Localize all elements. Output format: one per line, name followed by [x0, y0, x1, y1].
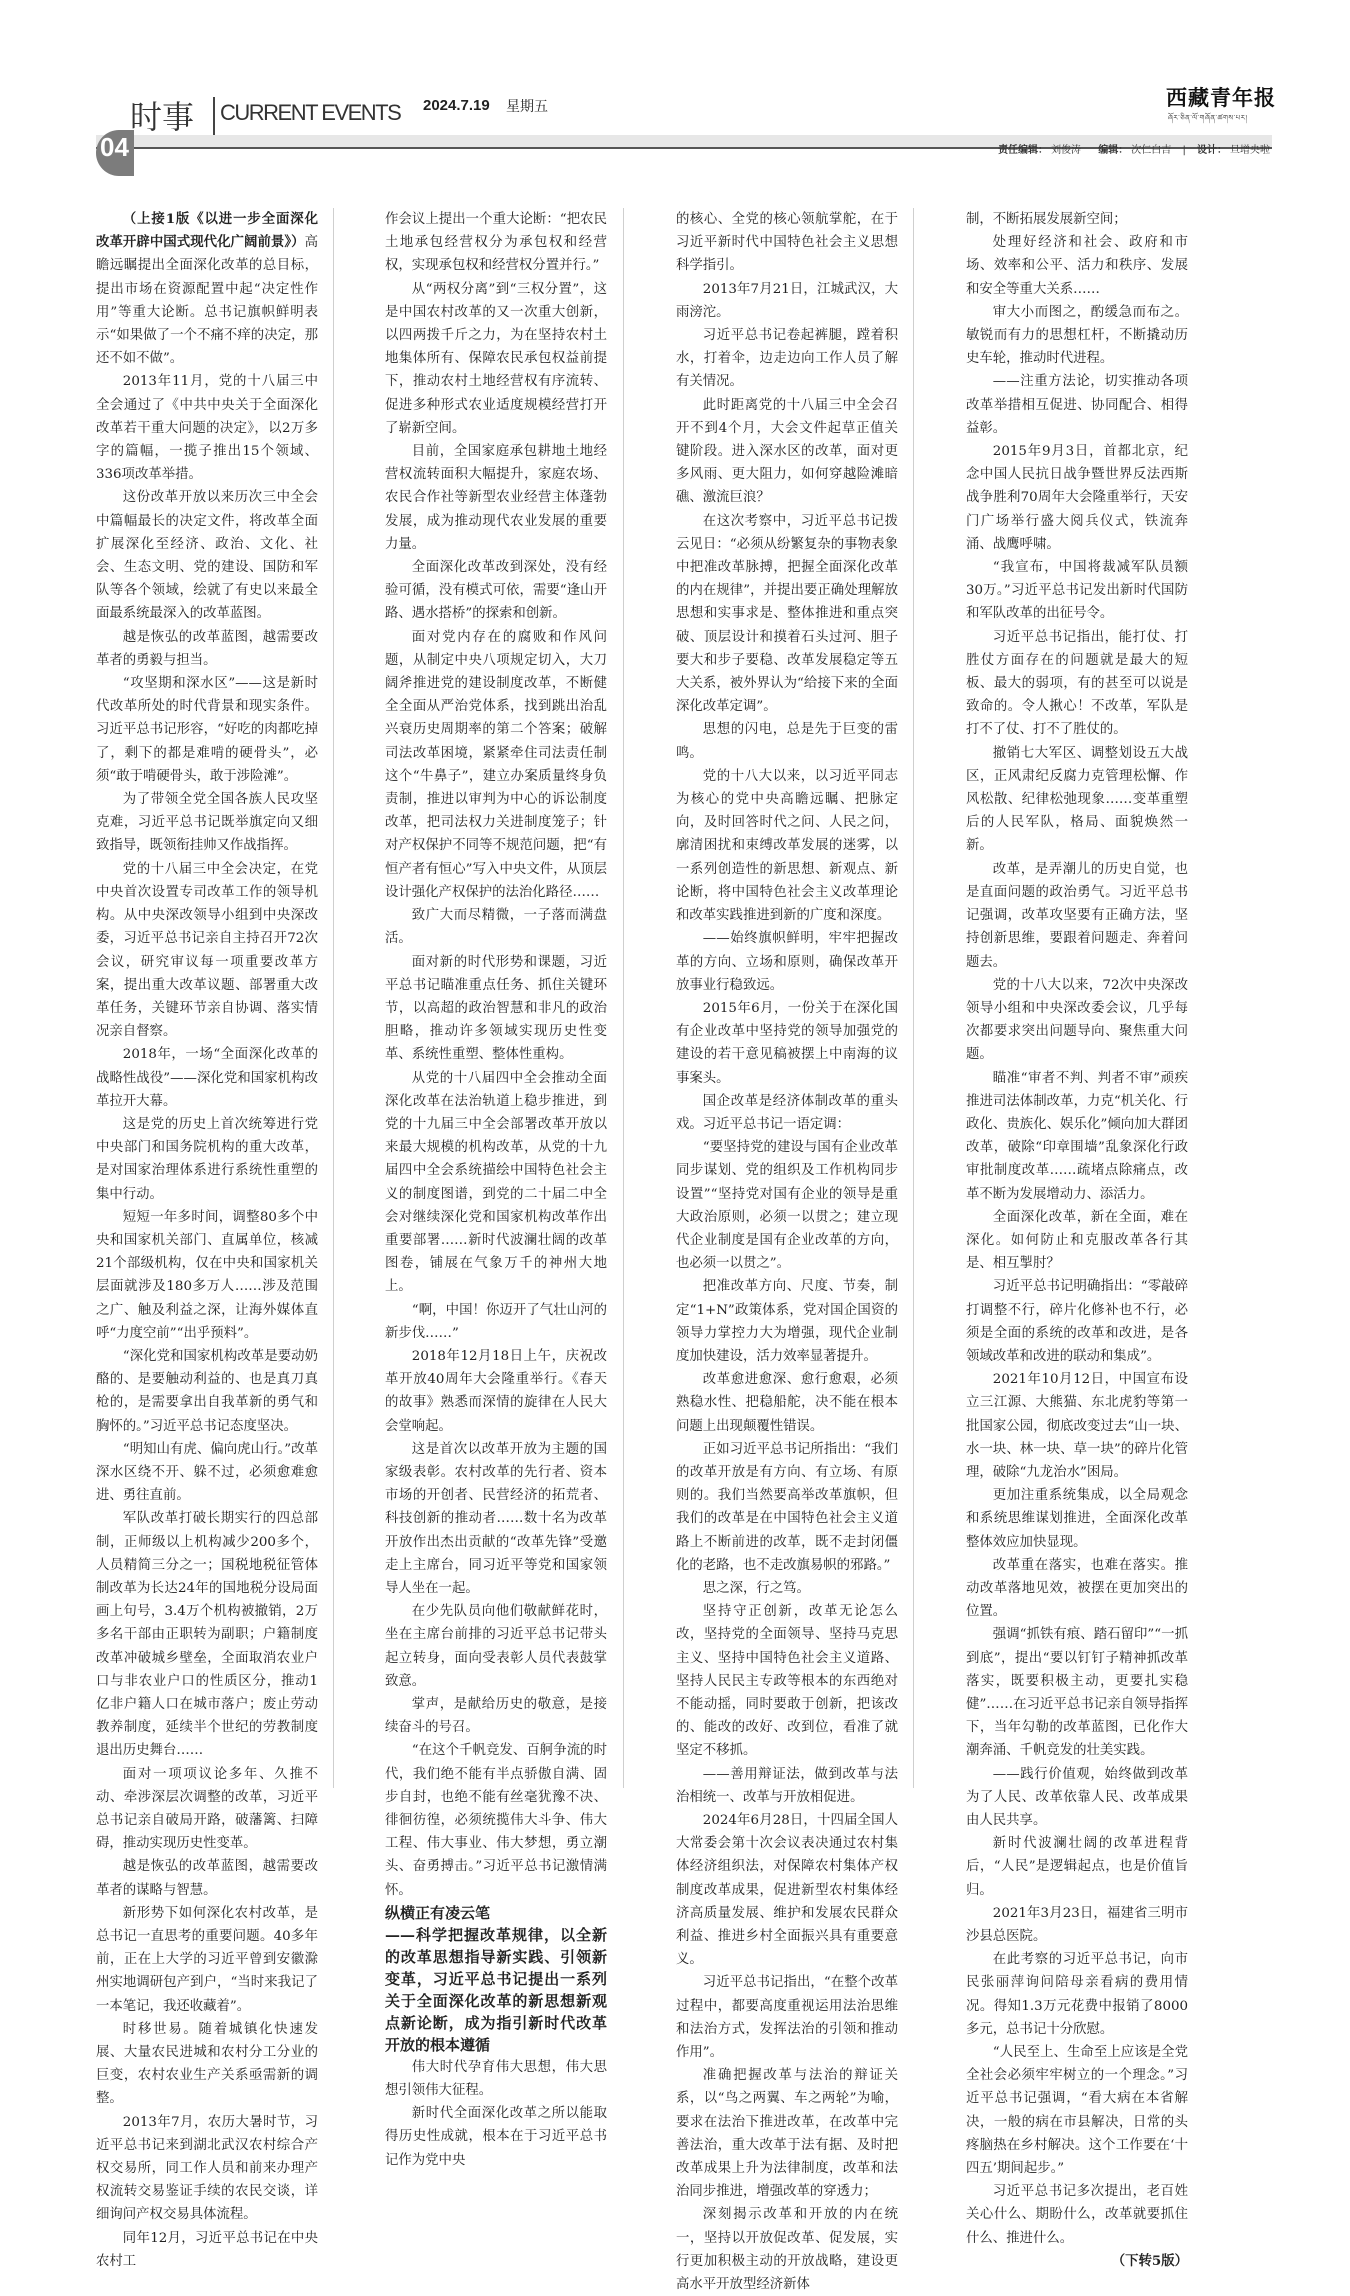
issue-weekday: 星期五 — [506, 99, 548, 115]
paragraph: 全面深化改革，新在全面，难在深化。如何防止和克服改革各行其是、相互掣肘？ — [966, 1209, 1188, 1272]
section-title: 时事 — [130, 98, 195, 136]
article-column-1 — [96, 208, 318, 2273]
paragraph: 此时距离党的十八届三中全会召开不到4个月，大会文件起草正值关键阶段。进入深水区的改革，面对更多风雨、更大阻力，如何穿越险滩暗礁、激流巨浪？ — [676, 397, 898, 506]
paragraph: 时移世易。随着城镇化快速发展、大量农民进城和农村分工分业的巨变，农村农业生产关系亟需新的调整。 — [96, 2021, 318, 2107]
paragraph: 同年12月，习近平总书记在中央农村工 — [96, 2230, 318, 2269]
paragraph: 瞄准“审者不判、判者不审”顽疾推进司法体制改革，力克“机关化、行政化、贵族化、娱乐化”倾向加大群团改革，破除“印章围墙”乱象深化行政审批制度改革……疏堵点除痛点，改革不断为发展增动力、添活力。 — [966, 1070, 1188, 1202]
paragraph: 2018年12月18日上午，庆祝改革开放40周年大会隆重举行。《春天的故事》熟悉而深情的旋律在人民大会堂响起。 — [385, 1348, 607, 1434]
designer-label: 设计： — [1197, 145, 1227, 156]
continued-from-label: （上接1版《以进一步全面深化改革开辟中国式现代化广阔前景》） — [96, 211, 318, 251]
paragraph: 习近平总书记指出，能打仗、打胜仗方面存在的问题就是最大的短板、最大的弱项，有的甚至可以说是致命的。令人揪心！不改革，军队是打不了仗、打不了胜仗的。 — [966, 629, 1188, 738]
paragraph: 在此考察的习近平总书记，向市民张丽萍询问陪母亲看病的费用情况。得知1.3万元花费中报销了8000多元，总书记十分欣慰。 — [966, 1952, 1188, 2037]
editor-label: 责任编辑： — [998, 145, 1049, 156]
paragraph: 作会议上提出一个重大论断：“把农民土地承包经营权分为承包权和经营权，实现承包权和经营权分置并行。” — [385, 212, 607, 274]
paragraph: 制，不断拓展发展新空间； — [966, 212, 1127, 227]
masthead-tibetan: ཞོར་ཅིན་ལོ་གཞོན་ཚགས་པར། — [1168, 114, 1248, 122]
paragraph: “深化党和国家机构改革是要动奶酪的、是要触动利益的、也是真刀真枪的，是需要拿出自我革新的勇气和胸怀的。”习近平总书记态度坚决。 — [96, 1348, 318, 1434]
paragraph: 准确把握改革与法治的辩证关系，以“鸟之两翼、车之两轮”为喻，要求在法治下推进改革，在改革中完善法治，重大改革于法有据、及时把改革成果上升为法律制度，改革和法治同步推进，增强改革的穿透力； — [676, 2068, 898, 2200]
paragraph: 习近平总书记指出，“在整个改革过程中，都要高度重视运用法治思维和法治方式，发挥法治的引领和推动作用”。 — [676, 1975, 898, 2061]
section-title-en: CURRENT EVENTS — [220, 100, 401, 125]
masthead: 西藏青年报 — [1166, 85, 1276, 110]
paragraph: 面对一项项议论多年、久推不动、牵涉深层次调整的改革，习近平总书记亲自破局开路，破藩篱、扫障碍，推动实现历史性变革。 — [96, 1766, 318, 1852]
paragraph: 在这次考察中，习近平总书记拨云见日：“必须从纷繁复杂的事物表象中把准改革脉搏，把握全面深化改革的内在规律”，并提出要正确处理解放思想和实事求是、整体推进和重点突破、顶层设计和摸着石头过河、胆子要大和步子要稳、改革发展稳定等五大关系，被外界认为“给接下来的全面深化改革定调”。 — [676, 513, 898, 715]
paragraph: “攻坚期和深水区”——这是新时代改革所处的时代背景和现实条件。习近平总书记形容，“好吃的肉都吃掉了，剩下的都是难啃的硬骨头”，必须“敢于啃硬骨头，敢于涉险滩”。 — [96, 676, 318, 784]
paragraph: 正如习近平总书记所指出：“我们的改革开放是有方向、有立场、有原则的。我们当然要高举改革旗帜，但我们的改革是在中国特色社会主义道路上不断前进的改革，既不走封闭僵化的老路，也不走改旗易帜的邪路。” — [676, 1441, 898, 1573]
paragraph: ——善用辩证法，做到改革与法治相统一、改革与开放相促进。 — [676, 1766, 898, 1805]
paragraph: 掌声，是献给历史的敬意，是接续奋斗的号召。 — [385, 1697, 607, 1736]
paragraph: “在这个千帆竞发、百舸争流的时代，我们绝不能有半点骄傲自满、固步自封，也绝不能有丝毫犹豫不决、徘徊彷徨，必须统揽伟大斗争、伟大工程、伟大事业、伟大梦想，勇立潮头、奋勇搏击。”习近平总书记激情满怀。 — [385, 1743, 607, 1898]
paragraph: 新时代全面深化改革之所以能取得历史性成就，根本在于习近平总书记作为党中央 — [385, 2106, 607, 2168]
continued-on-label: （下转5版） — [1111, 2252, 1188, 2269]
paragraph: 2013年7月，农历大暑时节，习近平总书记来到湖北武汉农村综合产权交易所，同工作人员和前来办理产权流转交易鉴证手续的农民交谈，详细询问产权交易具体流程。 — [96, 2114, 318, 2223]
column-rule — [913, 208, 914, 1788]
article-column-3 — [676, 208, 898, 2296]
section-divider — [213, 97, 215, 135]
paragraph: “要坚持党的建设与国有企业改革同步谋划、党的组织及工作机构同步设置”“坚持党对国有企业的领导是重大政治原则，必须一以贯之；建立现代企业制度是国有企业改革的方向，也必须一以贯之”。 — [676, 1140, 898, 1272]
paragraph: 在少先队员向他们敬献鲜花时，坐在主席台前排的习近平总书记带头起立转身，面向受表彰人员代表鼓掌致意。 — [385, 1604, 607, 1689]
paragraph: 2021年3月23日，福建省三明市沙县总医院。 — [966, 1905, 1188, 1945]
paragraph: 这是首次以改革开放为主题的国家级表彰。农村改革的先行者、资本市场的开创者、民营经济的拓荒者、科技创新的推动者……数十名为改革开放作出杰出贡献的“改革先锋”受邀走上主席台，同习近平等党和国家领导人坐在一起。 — [385, 1441, 607, 1596]
paragraph: 强调“抓铁有痕、踏石留印”“一抓到底”，提出“要以钉钉子精神抓改革落实，既要积极主动，更要扎实稳健”……在习近平总书记亲自领导指挥下，当年勾勒的改革蓝图，已化作大潮奔涌、千帆竞发的壮美实践。 — [966, 1627, 1188, 1759]
paragraph: 2015年6月，一份关于在深化国有企业改革中坚持党的领导加强党的建设的若干意见稿被摆上中南海的议事案头。 — [676, 1000, 898, 1086]
paragraph: 习近平总书记卷起裤腿，蹚着积水，打着伞，边走边向工作人员了解有关情况。 — [676, 328, 898, 390]
paragraph: 这份改革开放以来历次三中全会中篇幅最长的决定文件，将改革全面扩展深化至经济、政治、文化、社会、生态文明、党的建设、国防和军队等各个领域，绘就了有史以来最全面最系统最深入的改革蓝图。 — [96, 490, 318, 622]
section-subtitle: 纵横正有凌云笔 — [385, 1903, 491, 1922]
paragraph: 坚持守正创新，改革无论怎么改，坚持党的全面领导、坚持马克思主义、坚持中国特色社会主义道路、坚持人民民主专政等根本的东西绝对不能动摇，同时要敢于创新，把该改的、能改的改好、改到位，看准了就坚定不移抓。 — [676, 1604, 898, 1759]
paragraph — [96, 208, 318, 370]
paragraph: 2013年11月，党的十八届三中全会通过了《中共中央关于全面深化改革若干重大问题的决定》，以2万多字的篇幅，一揽子推出15个领域、336项改革举措。 — [96, 374, 318, 483]
credit-separator: | — [1182, 145, 1186, 156]
paragraph: 新形势下如何深化农村改革，是总书记一直思考的重要问题。40多年前，正在上大学的习近平曾到安徽滁州实地调研包产到户，“当时来我记了一本笔记，我还收藏着”。 — [96, 1905, 318, 2014]
paragraph: ——始终旗帜鲜明，牢牢把握改革的方向、立场和原则，确保改革开放事业行稳致远。 — [676, 931, 898, 993]
paragraph: 改革重在落实，也难在落实。推动改革落地见效，被摆在更加突出的位置。 — [966, 1557, 1188, 1620]
article-column-4 — [966, 208, 1188, 2273]
paragraph: 更加注重系统集成，以全局观念和系统思维谋划推进，全面深化改革整体效应加快显现。 — [966, 1488, 1188, 1550]
paragraph: 越是恢弘的改革蓝图，越需要改革者的勇毅与担当。 — [96, 629, 318, 668]
page-number: 04 — [100, 132, 129, 162]
paragraph: 全面深化改革改到深处，没有经验可循，没有模式可依，需要“逢山开路、遇水搭桥”的探索和创新。 — [385, 560, 607, 622]
editor-credits — [998, 141, 1270, 156]
section-deck: ——科学把握改革规律，以全新的改革思想指导新实践、引领新变革，习近平总书记提出一系列关于全面深化改革的新思想新观点新论断，成为指引新时代改革开放的根本遵循 — [385, 1925, 607, 2054]
paragraph: 2013年7月21日，江城武汉，大雨滂沱。 — [676, 281, 898, 320]
editor-name: 刘俊涛 — [1051, 145, 1082, 156]
paragraph: 这是党的历史上首次统筹进行党中央部门和国务院机构的重大改革，是对国家治理体系进行系统性重塑的集中行动。 — [96, 1116, 318, 1202]
paragraph: 从党的十八届四中全会推动全面深化改革在法治轨道上稳步推进，到党的十九届三中全会部署改革开放以来最大规模的机构改革，从党的十九届四中全会系统描绘中国特色社会主义的制度图谱，到党的二十届二中全会对继续深化党和国家机构改革作出重要部署……新时代波澜壮阔的改革图卷，铺展在气象万千的神州大地上。 — [385, 1070, 607, 1295]
paragraph: 习近平总书记明确指出：“零敲碎打调整不行，碎片化修补也不行，必须是全面的系统的改革和改进，是各领域改革和改进的联动和集成”。 — [966, 1279, 1188, 1364]
paragraph: 越是恢弘的改革蓝图，越需要改革者的谋略与智慧。 — [96, 1859, 318, 1898]
paragraph: 短短一年多时间，调整80多个中央和国家机关部门、直属单位，核减21个部级机构，仅在中央和国家机关层面就涉及180多万人……涉及范围之广、触及利益之深，让海外媒体直呼“力度空前”“出乎预料”。 — [96, 1209, 318, 1341]
column-rule — [623, 208, 624, 1788]
paragraph: ——注重方法论，切实推动各项改革举措相互促进、协同配合、相得益彰。 — [966, 374, 1188, 436]
paragraph: 思之深，行之笃。 — [702, 1580, 810, 1596]
paragraph: 军队改革打破长期实行的四总部制，正师级以上机构减少200多个，人员精简三分之一；国税地税征管体制改革为长达24年的国地税分设局面画上句号，3.4万个机构被撤销，2万多名干部由正职转为副职；户籍制度改革冲破城乡壁垒，全面取消农业户口与非农业户口的性质区分，推动1亿非户籍人口在城市落户；废止劳动教养制度，延续半个世纪的劳教制度退出历史舞台…… — [96, 1511, 318, 1759]
paragraph: 把准改革方向、尺度、节奏，制定“1+N”政策体系，党对国企国资的领导力掌控力大为增强，现代企业制度加快建设，活力效率显著提升。 — [676, 1279, 898, 1364]
paragraph: 的核心、全党的核心领航掌舵，在于习近平新时代中国特色社会主义思想科学指引。 — [676, 212, 898, 274]
copy-editor-name: 次仁白吉 — [1131, 145, 1172, 156]
paragraph: “人民至上、生命至上应该是全党全社会必须牢牢树立的一个理念。”习近平总书记强调，“看大病在本省解决，一般的病在市县解决，日常的头疼脑热在乡村解决。这个工作要在‘十四五’期间起步。” — [966, 2045, 1188, 2177]
paragraph: 面对新的时代形势和课题，习近平总书记瞄准重点任务、抓住关键环节，以高超的政治智慧和非凡的政治胆略，推动许多领域实现历史性变革、系统性重塑、整体性重构。 — [385, 954, 607, 1063]
paragraph: 党的十八大以来，以习近平同志为核心的党中央高瞻远瞩、把脉定向，及时回答时代之问、人民之问，廓清困扰和束缚改革发展的迷雾，以一系列创造性的新思想、新观点、新论断，将中国特色社会主义改革理论和改革实践推进到新的广度和深度。 — [676, 768, 898, 924]
paragraph: “啊，中国！你迈开了气壮山河的新步伐……” — [385, 1302, 607, 1341]
paragraph: 从“两权分离”到“三权分置”，这是中国农村改革的又一次重大创新，以四两拨千斤之力，为在坚持农村土地集体所有、保障农民承包权益前提下，推动农村土地经营权有序流转、促进多种形式农业适度规模经营打开了崭新空间。 — [385, 281, 607, 436]
article-column-2 — [385, 208, 607, 2172]
paragraph: 2018年，一场“全面深化改革的战略性战役”——深化党和国家机构改革拉开大幕。 — [96, 1047, 318, 1109]
paragraph: 党的十八大以来，72次中央深改领导小组和中央深改委会议，几乎每次都要求突出问题导向、聚焦重大问题。 — [966, 977, 1188, 1063]
paragraph: 深刻揭示改革和开放的内在统一，坚持以开放促改革、促发展，实行更加积极主动的开放战略，建设更高水平开放型经济新体 — [676, 2207, 898, 2293]
paragraph: 习近平总书记多次提出，老百姓关心什么、期盼什么，改革就要抓住什么、推进什么。 — [966, 2184, 1188, 2246]
paragraph: 为了带领全党全国各族人民攻坚克难，习近平总书记既举旗定向又细致指导，既领衔挂帅又作战指挥。 — [96, 792, 318, 854]
paragraph-text: 高瞻远瞩提出全面深化改革的总目标，提出市场在资源配置中起“决定性作用”等重大论断。总书记旗帜鲜明表示“如果做了一个不痛不痒的决定，那还不如不做”。 — [96, 235, 318, 367]
paragraph: “明知山有虎、偏向虎山行。”改革深水区绕不开、躲不过，必须愈难愈进、勇往直前。 — [96, 1441, 318, 1504]
issue-date: 2024.7.19 — [423, 97, 490, 114]
paragraph: 致广大而尽精微，一子落而满盘活。 — [385, 908, 607, 947]
paragraph: 改革愈进愈深、愈行愈艰，必须熟稳水性、把稳船舵，决不能在根本问题上出现颠覆性错误。 — [676, 1372, 898, 1434]
paragraph: 2024年6月28日，十四届全国人大常委会第十次会议表决通过农村集体经济组织法，对保障农村集体产权制度改革成果，促进新型农村集体经济高质量发展、维护和发展农民群众利益、推进乡村全面振兴具有重要意义。 — [676, 1813, 898, 1968]
paragraph: 撤销七大军区、调整划设五大战区，正风肃纪反腐力克管理松懈、作风松散、纪律松弛现象……变革重塑后的人民军队，格局、面貌焕然一新。 — [966, 745, 1188, 854]
paragraph: 国企改革是经济体制改革的重头戏。习近平总书记一语定调： — [676, 1093, 898, 1132]
copy-editor-label: 编辑： — [1098, 145, 1129, 156]
paragraph: 目前，全国家庭承包耕地土地经营权流转面积大幅提升，家庭农场、农民合作社等新型农业经营主体蓬勃发展，成为推动现代农业发展的重要力量。 — [385, 444, 607, 552]
paragraph: 新时代波澜壮阔的改革进程背后，“人民”是逻辑起点，也是价值旨归。 — [966, 1836, 1188, 1898]
paragraph: 伟大时代孕育伟大思想，伟大思想引领伟大征程。 — [385, 2059, 607, 2099]
paragraph: 面对党内存在的腐败和作风问题，从制定中央八项规定切入，大刀阔斧推进党的建设制度改革，不断健全全面从严治党体系，找到跳出治乱兴衰历史周期率的第二个答案；破解司法改革困境，紧紧牵住司法责任制这个“牛鼻子”，建立办案质量终身负责制，推进以审判为中心的诉讼制度改革，把司法权力关进制度笼子；针对产权保护不同等不规范问题，把“有恒产者有恒心”写入中央文件，从顶层设计强化产权保护的法治化路径…… — [385, 629, 607, 900]
paragraph: 处理好经济和社会、政府和市场、效率和公平、活力和秩序、发展和安全等重大关系…… — [966, 235, 1188, 297]
paragraph: 党的十八届三中全会决定，在党中央首次设置专司改革工作的领导机构。从中央深改领导小组到中央深改委，习近平总书记亲自主持召开72次会议，研究审议每一项重要改革方案，提出重大改革议题、部署重大改革任务，关键环节亲自协调、落实情况亲自督察。 — [96, 861, 318, 1040]
paragraph: 2015年9月3日，首都北京，纪念中国人民抗日战争暨世界反法西斯战争胜利70周年大会隆重举行，天安门广场举行盛大阅兵仪式，铁流奔涌、战鹰呼啸。 — [966, 444, 1188, 552]
paragraph: 2021年10月12日，中国宣布设立三江源、大熊猫、东北虎豹等第一批国家公园，彻底改变过去“山一块、水一块、林一块、草一块”的碎片化管理，破除“九龙治水”困局。 — [966, 1372, 1188, 1480]
paragraph: ——践行价值观，始终做到改革为了人民、改革依靠人民、改革成果由人民共享。 — [966, 1766, 1188, 1829]
column-rule — [333, 208, 334, 1788]
paragraph: 思想的闪电，总是先于巨变的雷鸣。 — [676, 722, 898, 761]
paragraph: 审大小而图之，酌缓急而布之。敏锐而有力的思想杠杆，不断撬动历史车轮，推动时代进程。 — [966, 304, 1188, 367]
paragraph: 改革，是弄潮儿的历史自觉，也是直面问题的政治勇气。习近平总书记强调，改革攻坚要有正确方法，坚持创新思维，要跟着问题走、奔着问题去。 — [966, 861, 1188, 970]
paragraph: “我宣布，中国将裁减军队员额30万。”习近平总书记发出新时代国防和军队改革的出征号令。 — [966, 560, 1188, 622]
designer-name: 旦增央啦 — [1230, 145, 1270, 156]
